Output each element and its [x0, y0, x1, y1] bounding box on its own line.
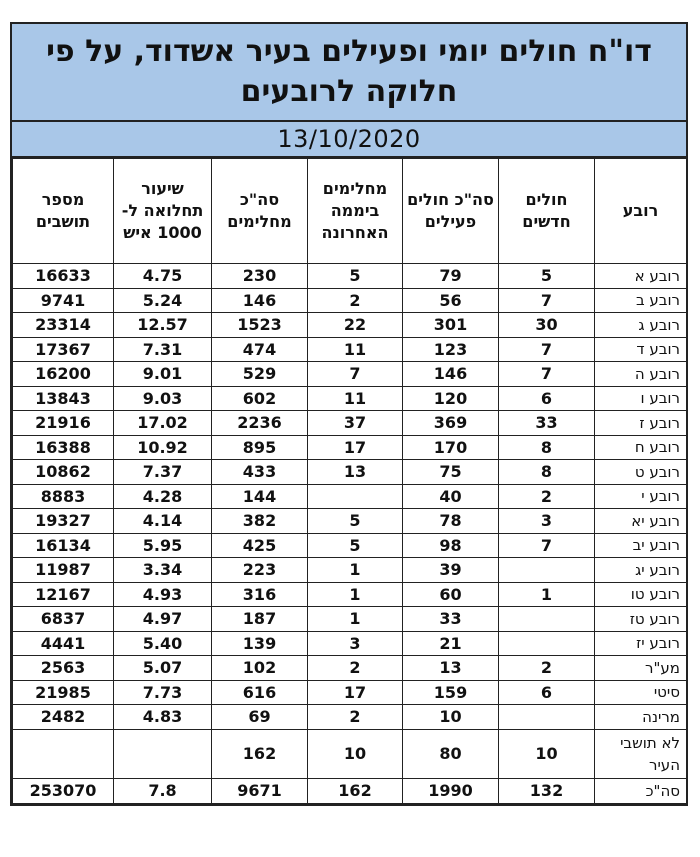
cell-recovered-last-day: 2: [308, 705, 403, 730]
table-row: [13, 533, 687, 558]
cell-district: רובע ח: [595, 435, 687, 460]
cell-recovered-last-day: 2: [308, 288, 403, 313]
cell-total-recovered: 9671: [212, 778, 308, 803]
column-header-recovered-last-day: מחלימים ביממה האחרונה: [308, 159, 403, 264]
column-header-new-cases: חולים חדשים: [499, 159, 595, 264]
table-row: [13, 509, 687, 534]
cell-recovered-last-day: [308, 484, 403, 509]
cell-total-recovered: 223: [212, 558, 308, 583]
cell-residents: 4441: [13, 631, 114, 656]
cell-recovered-last-day: 5: [308, 533, 403, 558]
cell-active-cases: 13: [403, 656, 499, 681]
cell-morbidity-rate: 3.34: [114, 558, 212, 583]
table-row: [13, 705, 687, 730]
cell-residents: 19327: [13, 509, 114, 534]
cell-new-cases: 7: [499, 337, 595, 362]
cell-total-recovered: 616: [212, 680, 308, 705]
cell-residents: 9741: [13, 288, 114, 313]
cell-district: רובע יג: [595, 558, 687, 583]
cell-new-cases: 7: [499, 362, 595, 387]
cell-district: סיטי: [595, 680, 687, 705]
cell-residents: 8883: [13, 484, 114, 509]
cell-morbidity-rate: 7.8: [114, 778, 212, 803]
cell-residents: 2482: [13, 705, 114, 730]
cell-total-recovered: 230: [212, 264, 308, 289]
cell-active-cases: 146: [403, 362, 499, 387]
cell-new-cases: 33: [499, 411, 595, 436]
cell-morbidity-rate: 5.40: [114, 631, 212, 656]
cell-morbidity-rate: 4.28: [114, 484, 212, 509]
cell-recovered-last-day: 2: [308, 656, 403, 681]
cell-residents: 2563: [13, 656, 114, 681]
cell-recovered-last-day: 13: [308, 460, 403, 485]
cell-active-cases: 80: [403, 729, 499, 778]
cell-residents: 13843: [13, 386, 114, 411]
cell-district: רובע ט: [595, 460, 687, 485]
table-row: [13, 656, 687, 681]
cell-active-cases: 56: [403, 288, 499, 313]
cell-recovered-last-day: 1: [308, 558, 403, 583]
cell-morbidity-rate: 4.75: [114, 264, 212, 289]
cell-residents: 21916: [13, 411, 114, 436]
cell-residents: 6837: [13, 607, 114, 632]
cell-new-cases: [499, 607, 595, 632]
cell-recovered-last-day: 5: [308, 264, 403, 289]
cell-total-recovered: 474: [212, 337, 308, 362]
report-sheet: [10, 22, 688, 806]
cell-morbidity-rate: 9.01: [114, 362, 212, 387]
cell-active-cases: 170: [403, 435, 499, 460]
cell-residents: 17367: [13, 337, 114, 362]
cell-recovered-last-day: 17: [308, 435, 403, 460]
cell-active-cases: 120: [403, 386, 499, 411]
cell-residents: 253070: [13, 778, 114, 803]
cell-residents: [13, 729, 114, 778]
cell-morbidity-rate: 4.14: [114, 509, 212, 534]
cell-total-recovered: 139: [212, 631, 308, 656]
cell-new-cases: 7: [499, 288, 595, 313]
cell-district: רובע י: [595, 484, 687, 509]
column-header-active-cases: סה"כ חולים פעילים: [403, 159, 499, 264]
cell-district: רובע יב: [595, 533, 687, 558]
cell-active-cases: 1990: [403, 778, 499, 803]
cell-district: רובע ה: [595, 362, 687, 387]
cell-total-recovered: 602: [212, 386, 308, 411]
cell-recovered-last-day: 17: [308, 680, 403, 705]
cell-district: מרינה: [595, 705, 687, 730]
cell-morbidity-rate: 7.73: [114, 680, 212, 705]
cell-district: רובע ו: [595, 386, 687, 411]
cell-residents: 23314: [13, 313, 114, 338]
cell-morbidity-rate: 12.57: [114, 313, 212, 338]
cell-total-recovered: 433: [212, 460, 308, 485]
total-row: [13, 778, 687, 803]
table-row: [13, 386, 687, 411]
cell-new-cases: [499, 631, 595, 656]
cell-active-cases: 21: [403, 631, 499, 656]
table-row: [13, 607, 687, 632]
cell-total-recovered: 895: [212, 435, 308, 460]
cell-new-cases: 132: [499, 778, 595, 803]
column-header-residents: מספר תושבים: [13, 159, 114, 264]
cell-recovered-last-day: 10: [308, 729, 403, 778]
column-header-morbidity-rate: שיעור תחלואה ל- 1000 איש: [114, 159, 212, 264]
districts-table: [12, 158, 687, 804]
cell-residents: 16134: [13, 533, 114, 558]
cell-recovered-last-day: 11: [308, 337, 403, 362]
cell-total-recovered: 146: [212, 288, 308, 313]
table-row: [13, 460, 687, 485]
cell-new-cases: 7: [499, 533, 595, 558]
cell-morbidity-rate: 4.93: [114, 582, 212, 607]
cell-total-recovered: 69: [212, 705, 308, 730]
cell-morbidity-rate: 5.95: [114, 533, 212, 558]
cell-new-cases: [499, 705, 595, 730]
table-row: [13, 680, 687, 705]
cell-active-cases: 369: [403, 411, 499, 436]
table-header-row: [13, 159, 687, 264]
cell-morbidity-rate: 9.03: [114, 386, 212, 411]
cell-recovered-last-day: 1: [308, 582, 403, 607]
cell-total-recovered: 316: [212, 582, 308, 607]
cell-residents: 10862: [13, 460, 114, 485]
cell-morbidity-rate: 5.07: [114, 656, 212, 681]
cell-new-cases: 3: [499, 509, 595, 534]
cell-new-cases: 5: [499, 264, 595, 289]
cell-recovered-last-day: 5: [308, 509, 403, 534]
table-row: [13, 337, 687, 362]
cell-total-recovered: 2236: [212, 411, 308, 436]
table-row: [13, 558, 687, 583]
column-header-total-recovered: סה"כ מחלימים: [212, 159, 308, 264]
cell-total-recovered: 102: [212, 656, 308, 681]
cell-new-cases: 8: [499, 435, 595, 460]
cell-district: רובע יז: [595, 631, 687, 656]
cell-morbidity-rate: 4.97: [114, 607, 212, 632]
cell-total-recovered: 382: [212, 509, 308, 534]
cell-morbidity-rate: 4.83: [114, 705, 212, 730]
table-row: [13, 288, 687, 313]
cell-new-cases: 10: [499, 729, 595, 778]
cell-active-cases: 78: [403, 509, 499, 534]
cell-morbidity-rate: [114, 729, 212, 778]
cell-total-recovered: 162: [212, 729, 308, 778]
report-title: דו"ח חולים יומי ופעילים בעיר אשדוד, על פי חלוקה לרובעים: [12, 24, 686, 122]
cell-recovered-last-day: 1: [308, 607, 403, 632]
cell-recovered-last-day: 7: [308, 362, 403, 387]
table-row: [13, 729, 687, 778]
table-row: [13, 435, 687, 460]
report-date: 13/10/2020: [12, 122, 686, 158]
cell-residents: 16388: [13, 435, 114, 460]
table-body: [13, 264, 687, 804]
cell-active-cases: 60: [403, 582, 499, 607]
cell-total-recovered: 425: [212, 533, 308, 558]
cell-active-cases: 98: [403, 533, 499, 558]
cell-active-cases: 33: [403, 607, 499, 632]
cell-total-recovered: 1523: [212, 313, 308, 338]
column-header-district: רובע: [595, 159, 687, 264]
cell-district: רובע טו: [595, 582, 687, 607]
cell-district: רובע ג: [595, 313, 687, 338]
table-row: [13, 484, 687, 509]
cell-new-cases: [499, 558, 595, 583]
cell-active-cases: 123: [403, 337, 499, 362]
cell-district: רובע ב: [595, 288, 687, 313]
cell-district: סה"כ: [595, 778, 687, 803]
cell-new-cases: 2: [499, 484, 595, 509]
cell-active-cases: 39: [403, 558, 499, 583]
cell-district: רובע טז: [595, 607, 687, 632]
cell-residents: 12167: [13, 582, 114, 607]
cell-new-cases: 6: [499, 386, 595, 411]
cell-active-cases: 301: [403, 313, 499, 338]
cell-new-cases: 2: [499, 656, 595, 681]
table-row: [13, 631, 687, 656]
cell-total-recovered: 144: [212, 484, 308, 509]
table-row: [13, 264, 687, 289]
cell-recovered-last-day: 3: [308, 631, 403, 656]
cell-new-cases: 8: [499, 460, 595, 485]
cell-active-cases: 75: [403, 460, 499, 485]
cell-active-cases: 159: [403, 680, 499, 705]
cell-residents: 16633: [13, 264, 114, 289]
cell-residents: 11987: [13, 558, 114, 583]
table-row: [13, 313, 687, 338]
table-row: [13, 582, 687, 607]
cell-district: רובע ד: [595, 337, 687, 362]
cell-recovered-last-day: 11: [308, 386, 403, 411]
cell-recovered-last-day: 22: [308, 313, 403, 338]
cell-recovered-last-day: 37: [308, 411, 403, 436]
cell-morbidity-rate: 10.92: [114, 435, 212, 460]
cell-district: רובע ז: [595, 411, 687, 436]
cell-morbidity-rate: 17.02: [114, 411, 212, 436]
cell-active-cases: 79: [403, 264, 499, 289]
cell-new-cases: 6: [499, 680, 595, 705]
cell-residents: 21985: [13, 680, 114, 705]
cell-new-cases: 30: [499, 313, 595, 338]
cell-district: רובע א: [595, 264, 687, 289]
cell-active-cases: 10: [403, 705, 499, 730]
cell-district: רובע יא: [595, 509, 687, 534]
cell-morbidity-rate: 7.31: [114, 337, 212, 362]
cell-morbidity-rate: 5.24: [114, 288, 212, 313]
table-row: [13, 362, 687, 387]
cell-residents: 16200: [13, 362, 114, 387]
table-row: [13, 411, 687, 436]
cell-total-recovered: 529: [212, 362, 308, 387]
cell-recovered-last-day: 162: [308, 778, 403, 803]
cell-district: מע"ר: [595, 656, 687, 681]
cell-new-cases: 1: [499, 582, 595, 607]
cell-morbidity-rate: 7.37: [114, 460, 212, 485]
cell-active-cases: 40: [403, 484, 499, 509]
cell-total-recovered: 187: [212, 607, 308, 632]
cell-district: לא תושבי העיר: [595, 729, 687, 778]
